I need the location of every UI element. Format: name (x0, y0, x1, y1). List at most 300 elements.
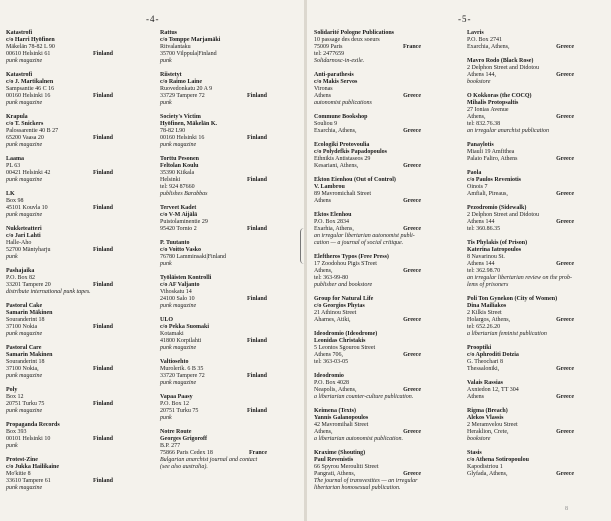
entry-address: P.O. Box 4028 (314, 380, 350, 386)
entry-locality (467, 219, 592, 226)
entry-name: Ideodromio (Ideodrome) (314, 331, 378, 337)
entry-contact: Samarin Mäkinen (6, 310, 53, 316)
entry-locality (6, 51, 131, 58)
entry-contact: Dina Mailiakos (467, 303, 507, 309)
entry-contact: Hyöfinen, Mäkelän K. (160, 121, 218, 127)
entry-country: Finland (92, 93, 113, 99)
entry-country: Finland (92, 247, 113, 253)
page-number-right: -5- (458, 14, 472, 24)
entry-name: Group for Natural Life (314, 296, 374, 302)
entry-country: Finland (92, 135, 113, 141)
entry-address: Vironas (314, 86, 333, 92)
entry-country: Finland (92, 478, 113, 484)
entry-city: Helsinki (160, 177, 181, 183)
entry-description: bookstore (467, 436, 491, 442)
entry-contact: c/o Polydefkis Papadopoulos (314, 149, 388, 155)
entry-country: Greece (403, 93, 421, 99)
entry-description: publishes Barabbas (160, 191, 208, 197)
entry-country: Greece (556, 114, 574, 120)
entry-name: Tis Phylakis (of Prison) (467, 240, 528, 246)
entry-address: 76780 Lamminsaki|Finland (160, 254, 227, 260)
directory-entry (314, 296, 439, 324)
entry-contact: Alekos Vlassis (467, 415, 504, 421)
entry-name: Terveet Kadet (160, 205, 197, 211)
entry-address: B.P. 277 (160, 443, 181, 449)
entry-locality (160, 93, 285, 100)
directory-entry (314, 177, 439, 205)
entry-country: Finland (92, 205, 113, 211)
entry-name: Stasis (467, 450, 482, 456)
entry-address: 2 Kilkis Street (467, 310, 502, 316)
entry-contact: c/o Jari Lahti (6, 233, 41, 239)
entry-address: Palossarentie 40 B 27 (6, 128, 59, 134)
entry-address: G. Theochari 8 (467, 359, 504, 365)
entry-name: Commune Bookshop (314, 114, 368, 120)
entry-contact: Samarin Makinen (6, 352, 53, 358)
directory-entry (467, 380, 592, 401)
entry-locality (467, 394, 592, 401)
entry-country: Greece (403, 429, 421, 435)
entry-locality (467, 114, 592, 121)
entry-description: punk magazine (6, 331, 43, 337)
entry-city: Heraklion, Crete, (467, 429, 509, 435)
entry-city: Exarchia, Athens, (467, 44, 510, 50)
entry-city: 24100 Salo 10 (160, 296, 195, 302)
directory-entry (467, 58, 592, 86)
entry-country: Greece (556, 261, 574, 267)
entry-description: punk magazine (160, 142, 197, 148)
entry-name: P. Tuutanto (160, 240, 190, 246)
entry-locality (467, 261, 592, 268)
entry-description: punk magazine (6, 58, 43, 64)
binding-mark (300, 228, 309, 264)
entry-address: 2 Delphon Street and Didotou (467, 65, 539, 71)
entry-locality (314, 163, 439, 170)
entry-address: P.O. Box 2741 (467, 37, 503, 43)
entry-description: publisher and bookstore (314, 282, 373, 288)
entry-description: a libertarian autonomist publication. (314, 436, 404, 442)
entry-locality (6, 135, 131, 142)
entry-name: Nukketeatteri (6, 226, 42, 232)
entry-name: Rattus (160, 30, 178, 36)
entry-city: Athens, (314, 268, 333, 274)
entry-name: Katastrofi (6, 30, 33, 36)
entry-name: Panaylotis (467, 142, 494, 148)
entry-address: Vihoskatu 14 (160, 289, 192, 295)
entry-locality (6, 247, 131, 254)
entry-description: Bulgarian anarchist journal and contact (160, 457, 258, 463)
entry-country: Greece (403, 198, 421, 204)
entry-city: 37100 Nokia (6, 324, 38, 330)
entry-locality (314, 128, 439, 135)
entry-contact: c/o Tomppe Marjamäki (160, 37, 221, 43)
entry-name: Pezodromio (Sidewalk) (467, 205, 527, 211)
entry-city: Thessaloniki, (467, 366, 500, 372)
entry-country: Finland (92, 401, 113, 407)
directory-entry (467, 205, 592, 233)
directory-entry (6, 268, 131, 296)
entry-city: 95420 Tornio 2 (160, 226, 197, 232)
entry-description: punk magazine (160, 380, 197, 386)
entry-contact: c/o Harri Hyöfinen (6, 37, 55, 43)
entry-city: Athens (314, 93, 331, 99)
directory-entry (314, 331, 439, 366)
entry-city: 33610 Tampere 61 (6, 478, 51, 484)
entry-name: Ekton Eienhou (Out of Control) (314, 177, 396, 183)
entry-name: Lavris (467, 30, 484, 36)
entry-description: an irregular libertarian review on the prob- (467, 275, 572, 281)
entry-country: Greece (403, 163, 421, 169)
entry-country: Finland (246, 226, 267, 232)
directory-entry (6, 156, 131, 184)
entry-locality (467, 317, 592, 324)
entry-country: Greece (556, 317, 574, 323)
entry-name: Työläisten Kontrolli (160, 275, 212, 281)
entry-address: 78-82 L90 (160, 128, 186, 134)
directory-entry (6, 30, 131, 65)
entry-description: punk magazine (6, 408, 43, 414)
entry-description: an irregular libertarian autonomist publi- (314, 233, 415, 239)
entry-locality (314, 352, 439, 359)
entry-city: Holargos, Athens, (467, 317, 511, 323)
entry-name: Kraxime (Shouting) (314, 450, 366, 456)
entry-city: Kesariani, Athens, (314, 163, 359, 169)
entry-locality (6, 436, 131, 443)
entry-country: Finland (246, 135, 267, 141)
entry-contact: Yannis Galanopoulos (314, 415, 369, 421)
entry-description: punk magazine (6, 212, 43, 218)
entry-address: Miauli 19 Amfithea (467, 149, 515, 155)
entry-locality (160, 296, 285, 303)
entry-description: punk (160, 415, 172, 421)
entry-country: Greece (556, 471, 574, 477)
directory-entry (6, 303, 131, 338)
entry-name: Poly (6, 387, 18, 393)
entry-address: 17 Zoodohou Pigis STreet (314, 261, 377, 267)
entry-name: Pastoral Care (6, 345, 42, 351)
directory-entry (314, 373, 439, 401)
directory-entry (160, 394, 285, 422)
entry-description: autonomist publications (314, 100, 372, 106)
entry-city: 37100 Nokia, (6, 366, 39, 372)
entry-locality (467, 429, 592, 436)
entry-city: Athens (314, 198, 331, 204)
entry-locality (160, 338, 285, 345)
entry-country: Greece (403, 128, 421, 134)
entry-country: France (403, 44, 421, 50)
entry-address: tel: 832.76.38 (467, 121, 501, 127)
entry-address: Ruovedonkatu 20 A 9 (160, 86, 213, 92)
entry-country: Greece (403, 268, 421, 274)
entry-locality (314, 44, 439, 51)
entry-city: Athens 144, (467, 72, 496, 78)
directory-entry (6, 226, 131, 261)
entry-locality (467, 471, 592, 478)
entry-country: Finland (92, 436, 113, 442)
entry-name: LK (6, 191, 15, 197)
entry-city: 65200 Vaasa 20 (6, 135, 44, 141)
directory-entry (160, 240, 285, 268)
entry-address: Ethnikis Antistaseos 29 (314, 156, 371, 162)
entry-description: punk (160, 261, 172, 267)
entry-city: Aharnes, Atiki, (314, 317, 351, 323)
directory-entry (467, 450, 592, 478)
entry-address: Box 12 (6, 394, 24, 400)
entry-city: Exarhia, Athens, (314, 226, 354, 232)
entry-country: Finland (246, 177, 267, 183)
directory-entry (160, 275, 285, 310)
entry-name: Society's Victim (160, 114, 201, 120)
entry-address: 35390 Kiikala (160, 170, 195, 176)
entry-name: Krapula (6, 114, 28, 120)
entry-name: Solidarité Pologne Publications (314, 30, 395, 36)
entry-country: Greece (403, 317, 421, 323)
entry-city: 75009 Paris (314, 44, 343, 50)
directory-entry (314, 450, 439, 492)
entry-locality (314, 226, 439, 233)
entry-address: 2 Delphon Street and Didotou (467, 212, 539, 218)
entry-locality (160, 177, 285, 184)
directory-entry (314, 142, 439, 170)
entry-city: 00101 Helsinki 10 (6, 436, 51, 442)
entry-name: Ecologiki Protovoulia (314, 142, 370, 148)
directory-entry (467, 93, 592, 135)
entry-address: Halle-Aho (6, 240, 32, 246)
entry-description: punk (160, 100, 172, 106)
directory-entry (314, 72, 439, 107)
entry-city: 33201 Tampere 20 (6, 282, 51, 288)
entry-description: a libertarian feminist publication (467, 331, 547, 337)
directory-entry (314, 30, 439, 65)
directory-entry (467, 345, 592, 373)
directory-entry (467, 30, 592, 51)
entry-address: Souliou 9 (314, 121, 338, 127)
entry-address: Souranderint 18 (6, 359, 45, 365)
directory-entry (6, 345, 131, 380)
entry-contact: Georges Grigoroff (160, 436, 208, 442)
entry-locality (467, 191, 592, 198)
entry-name: ULO (160, 317, 174, 323)
entry-city: 45101 Kouvla 10 (6, 205, 48, 211)
entry-city: Athens 144 (467, 219, 495, 225)
entry-name: Notre Route (160, 429, 192, 435)
entry-locality (6, 366, 131, 373)
entry-country: Greece (403, 352, 421, 358)
entry-locality (160, 373, 285, 380)
entry-address: Souranderint 18 (6, 317, 45, 323)
entry-name: Poli Ton Gynekon (City of Women) (467, 296, 558, 302)
entry-description: punk magazine (160, 345, 197, 351)
entry-contact: c/o Pekka Suomaki (160, 324, 210, 330)
entry-address: tel: 360.86.35 (467, 226, 501, 232)
entry-name: O Kokkoras (the COCQ) (467, 93, 532, 99)
entry-description: punk magazine (6, 177, 43, 183)
entry-country: Finland (246, 408, 267, 414)
entry-description: The journal of transvestites — an irregular (314, 478, 418, 484)
entry-address: Kapodistriou 1 (467, 464, 503, 470)
directory-entry (6, 114, 131, 149)
entry-description: distribute international punk tapes. (6, 289, 91, 295)
entry-address: 5 Leontos Sgourou Street (314, 345, 376, 351)
directory-column (467, 30, 592, 485)
entry-city: 33720 Tampere 72 (160, 373, 205, 379)
directory-column (160, 30, 285, 478)
entry-country: Greece (403, 471, 421, 477)
entry-address: Box 393 (6, 429, 27, 435)
entry-address: 27 Ionias Avenue (467, 107, 509, 113)
entry-locality (467, 366, 592, 373)
directory-entry (467, 170, 592, 198)
entry-contact: V. Lambrou (314, 184, 345, 190)
entry-description: punk magazine (6, 100, 43, 106)
entry-country: Greece (556, 219, 574, 225)
entry-city: 20751 Turku 75 (6, 401, 45, 407)
entry-locality (467, 72, 592, 79)
entry-name: Anti-parathesis (314, 72, 354, 78)
entry-address: Mo'kitie 8 (6, 471, 31, 477)
entry-address: P.O. Box 12 (160, 401, 190, 407)
entry-description: cation — a journal of social critique. (314, 240, 404, 246)
entry-name: Prooptiki (467, 345, 492, 351)
entry-contact: c/o Aphroditi Dotzia (467, 352, 519, 358)
directory-entry (160, 30, 285, 65)
entry-country: Finland (246, 93, 267, 99)
entry-locality (314, 93, 439, 100)
entry-description: punk magazine (6, 373, 43, 379)
entry-contact: c/o V-M Aijälä (160, 212, 198, 218)
entry-country: Finland (92, 366, 113, 372)
entry-name: Pashajaika (6, 268, 35, 274)
entry-address: P.O. Box 82 (6, 275, 36, 281)
corner-mark: 8 (565, 506, 568, 512)
entry-name: Ideodromio (314, 373, 344, 379)
directory-entry (467, 296, 592, 338)
entry-name: Pastoral Cake (6, 303, 43, 309)
entry-city: 20751 Turku 75 (160, 408, 199, 414)
entry-country: Finland (246, 338, 267, 344)
directory-column (314, 30, 439, 499)
entry-address: Murolerik. 6 B 35 (160, 366, 204, 372)
directory-entry (6, 72, 131, 107)
entry-contact: Katerina Iatropoulos (467, 247, 522, 253)
entry-country: Greece (403, 387, 421, 393)
entry-name: Mavro Rodo (Black Rose) (467, 58, 534, 64)
entry-city: 33729 Tampere 72 (160, 93, 205, 99)
entry-address: 89 Mavromichali Street (314, 191, 371, 197)
entry-address: 66 Spyrou Merouliti Street (314, 464, 379, 470)
entry-locality (314, 471, 439, 478)
entry-contact: Paul Revenistis (314, 457, 354, 463)
directory-entry (467, 142, 592, 163)
entry-locality (467, 156, 592, 163)
entry-locality (6, 170, 131, 177)
entry-locality (160, 450, 285, 457)
entry-locality (6, 324, 131, 331)
entry-locality (314, 317, 439, 324)
entry-name: Valais Rassias (467, 380, 503, 386)
entry-name: Riistetyt (160, 72, 182, 78)
directory-entry (6, 422, 131, 450)
entry-locality (160, 226, 285, 233)
entry-city: Pangrati, Athens, (314, 471, 356, 477)
entry-name: Protest-Zine (6, 457, 38, 463)
entry-locality (6, 282, 131, 289)
entry-name: Katastrofi (6, 72, 33, 78)
entry-country: Finland (246, 373, 267, 379)
entry-city: Amfiali, Pireaus, (467, 191, 508, 197)
entry-contact: c/o Paulos Reveniotis (467, 177, 521, 183)
entry-contact: Mihalis Protopsaltis (467, 100, 519, 106)
entry-country: Greece (556, 191, 574, 197)
entry-name: Torttu Pesonen (160, 156, 199, 162)
entry-locality (314, 198, 439, 205)
entry-description: punk magazine (160, 303, 197, 309)
entry-country: France (249, 450, 267, 456)
entry-description: punk (6, 254, 18, 260)
entry-address: tel: 924 87660 (160, 184, 195, 190)
entry-description: libertarian homosexual publication. (314, 485, 401, 491)
entry-address: 35700 Vilppula|Finland (160, 51, 217, 57)
entry-city: Athens 706, (314, 352, 343, 358)
entry-name: Rigma (Breach) (467, 408, 508, 414)
entry-city: Athens (467, 394, 484, 400)
entry-address: tel: 363-99-80 (314, 275, 349, 281)
directory-entry (6, 191, 131, 219)
page-number-left: -4- (146, 14, 160, 24)
entry-contact: c/o Raimo Laine (160, 79, 202, 85)
entry-locality (467, 44, 592, 51)
entry-locality (160, 408, 285, 415)
entry-description: punk (160, 58, 172, 64)
directory-entry (160, 156, 285, 198)
directory-entry (6, 387, 131, 415)
entry-city: Athens, (314, 429, 333, 435)
directory-column (6, 30, 131, 499)
entry-country: Greece (556, 44, 574, 50)
entry-description: a libertarian counter-culture publication. (314, 394, 414, 400)
entry-city: 00421 Helsinki 42 (6, 170, 51, 176)
entry-city: Neapolis, Athens, (314, 387, 357, 393)
entry-description: bookstore (467, 79, 491, 85)
entry-contact: c/o Georgios Phytas (314, 303, 365, 309)
entry-contact: c/o T. Snickers (6, 121, 44, 127)
entry-address: tel: 2477659 (314, 51, 345, 57)
entry-country: Greece (556, 429, 574, 435)
entry-locality (160, 135, 285, 142)
entry-description: an irregular anarchist publication (467, 128, 550, 134)
entry-locality (6, 478, 131, 485)
entry-contact: c/o Makis Servos (314, 79, 358, 85)
entry-address: PL 63 (6, 163, 21, 169)
entry-country: Finland (92, 324, 113, 330)
entry-locality (314, 429, 439, 436)
entry-locality (314, 387, 439, 394)
directory-entry (6, 457, 131, 492)
directory-entry (160, 317, 285, 352)
entry-locality (6, 401, 131, 408)
entry-contact: c/o Athena Sotiropoulou (467, 457, 529, 463)
entry-country: Finland (92, 51, 113, 57)
entry-address: tel: 652.26.20 (467, 324, 501, 330)
entry-description: punk magazine (6, 142, 43, 148)
entry-country: Finland (92, 170, 113, 176)
entry-address: Kotamaki (160, 331, 184, 337)
entry-address: 42 Mavromihali Street (314, 422, 369, 428)
entry-name: Eleftheros Typos (Free Press) (314, 254, 389, 260)
entry-city: 00160 Helsinki 16 (160, 135, 205, 141)
entry-address: tel: 362.98.70 (467, 268, 501, 274)
entry-locality (6, 93, 131, 100)
